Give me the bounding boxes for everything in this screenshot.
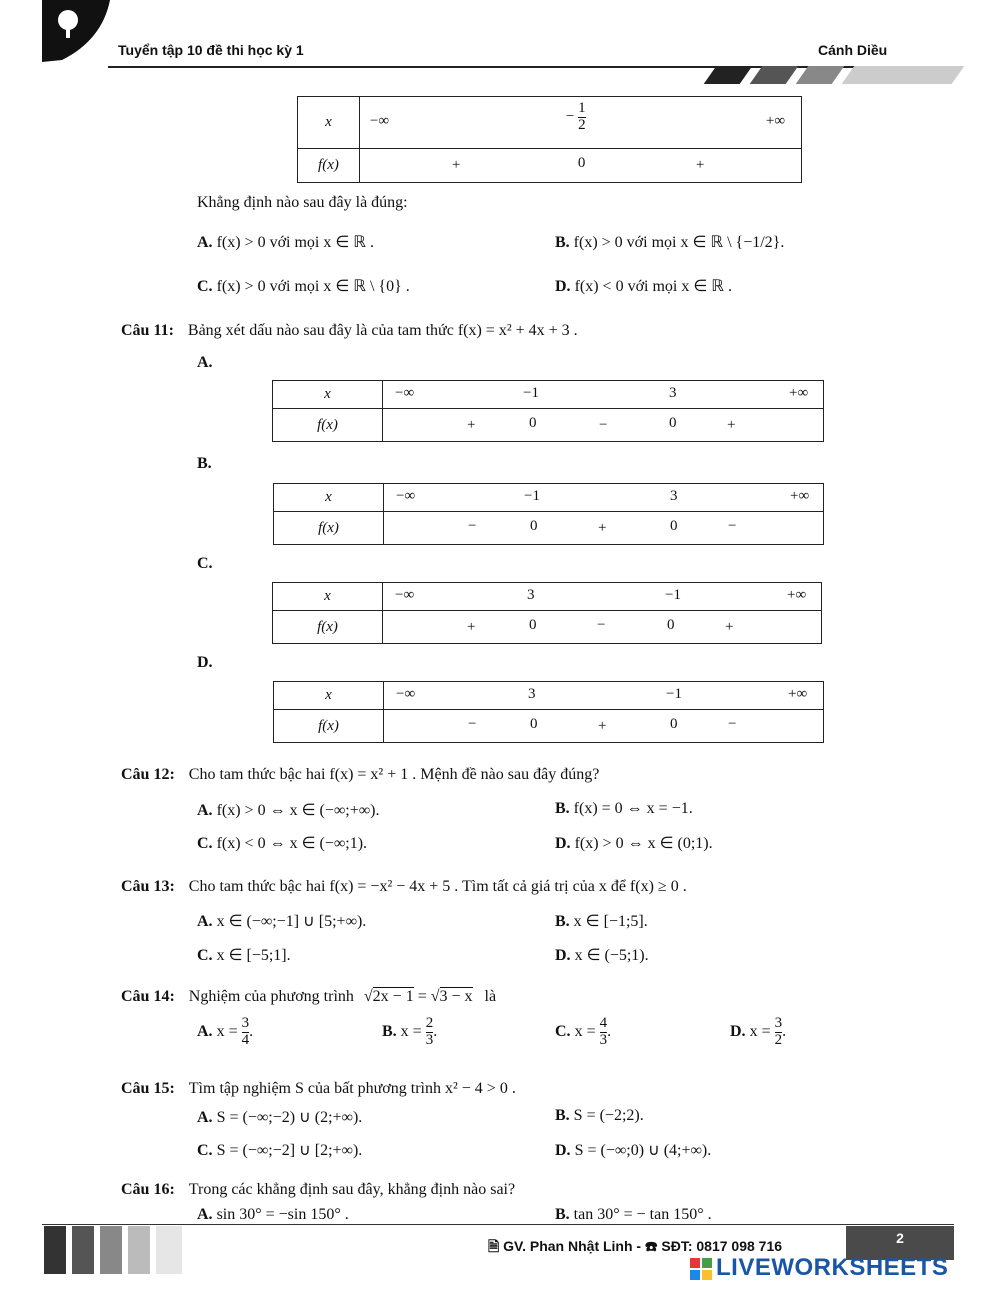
val: +∞ xyxy=(788,686,808,702)
q11-label-c[interactable]: C. xyxy=(197,555,213,572)
f-label: f(x) xyxy=(274,710,384,743)
q13-question: Câu 13: Cho tam thức bậc hai f(x) = −x² − 4x + 5 . Tìm tất cả giá trị của x để f(x) ≥ 0 . xyxy=(121,878,687,895)
header-logo xyxy=(42,0,112,62)
q11-label-b[interactable]: B. xyxy=(197,455,212,472)
q16-option-a[interactable]: A. sin 30° = −sin 150° . xyxy=(197,1206,349,1223)
header-stripe xyxy=(796,66,845,84)
sign: − xyxy=(597,617,606,633)
x-label: x xyxy=(273,583,383,611)
page-number: 2 xyxy=(846,1226,954,1260)
sign: 0 xyxy=(529,617,537,633)
q13-option-c[interactable]: C. x ∈ [−5;1]. xyxy=(197,947,291,964)
val: −∞ xyxy=(395,385,415,401)
q14-question: Câu 14: Nghiệm của phương trình √2x − 1 = √3 − x là xyxy=(121,988,497,1005)
zero: 0 xyxy=(577,155,586,171)
f-label: f(x) xyxy=(273,611,383,644)
q11-table-b[interactable] xyxy=(273,483,824,545)
val: +∞ xyxy=(790,488,810,504)
header-title: Tuyển tập 10 đề thi học kỳ 1 xyxy=(118,42,304,58)
q10-sign-table xyxy=(297,96,802,183)
f-label: f(x) xyxy=(298,149,360,183)
val: −1 xyxy=(524,488,540,504)
liveworksheets-brand[interactable]: LIVEWORKSHEETS xyxy=(716,1254,949,1281)
q11-table-d[interactable] xyxy=(273,681,824,743)
sign: 0 xyxy=(670,518,678,534)
mid-numerator: 1 xyxy=(578,100,586,116)
f-label: f(x) xyxy=(274,512,384,545)
footer-bar xyxy=(100,1226,122,1274)
q12-option-d[interactable]: D. f(x) > 0 ⇔ x ∈ (0;1). xyxy=(555,835,713,852)
q10-prompt: Khẳng định nào sau đây là đúng: xyxy=(197,194,408,211)
q14-option-c[interactable]: C. x = $\frac{4}{3}$ . xyxy=(555,1015,612,1048)
val: −∞ xyxy=(395,587,415,603)
q13-option-a[interactable]: A. x ∈ (−∞;−1] ∪ [5;+∞). xyxy=(197,913,367,930)
footer-rule xyxy=(42,1224,954,1225)
sign: 0 xyxy=(669,415,677,431)
mid-denominator: 2 xyxy=(578,116,586,133)
sign: − xyxy=(468,716,477,732)
q15-option-b[interactable]: B. S = (−2;2). xyxy=(555,1107,644,1124)
q12-option-c[interactable]: C. f(x) < 0 ⇔ x ∈ (−∞;1). xyxy=(197,835,368,852)
q11-table-c[interactable] xyxy=(272,582,822,644)
q10-option-c[interactable]: C. f(x) > 0 với mọi x ∈ ℝ \ {0} . xyxy=(197,278,410,295)
q16-option-b[interactable]: B. tan 30° = − tan 150° . xyxy=(555,1206,712,1223)
val: 3 xyxy=(669,385,677,401)
sign: − xyxy=(599,417,608,433)
sign-1: + xyxy=(451,157,461,173)
neg-infinity: −∞ xyxy=(369,113,390,129)
radicand-1: 2x − 1 xyxy=(372,988,414,1005)
val: −1 xyxy=(665,587,681,603)
footer-contact: 🗎 GV. Phan Nhật Linh - ☎ SĐT: 0817 098 716 xyxy=(488,1238,783,1254)
val: 3 xyxy=(528,686,536,702)
q13-option-b[interactable]: B. x ∈ [−1;5]. xyxy=(555,913,648,930)
val: −1 xyxy=(523,385,539,401)
q11-table-a[interactable] xyxy=(272,380,824,442)
sign: + xyxy=(467,417,476,433)
q11-label-a[interactable]: A. xyxy=(197,354,213,371)
q15-option-a[interactable]: A. S = (−∞;−2) ∪ (2;+∞). xyxy=(197,1109,363,1126)
sign: − xyxy=(468,518,477,534)
liveworksheets-logo-icon xyxy=(690,1258,712,1280)
header-stripe xyxy=(750,66,799,84)
q10-option-a[interactable]: A. f(x) > 0 với mọi x ∈ ℝ . xyxy=(197,234,374,251)
q10-option-b[interactable]: B. f(x) > 0 với mọi x ∈ ℝ \ {−1/2}. xyxy=(555,234,785,251)
q13-option-d[interactable]: D. x ∈ (−5;1). xyxy=(555,947,649,964)
x-label: x xyxy=(273,381,383,409)
q14-option-a[interactable]: A. x = $\frac{3}{4}$ . xyxy=(197,1015,254,1048)
q15-question: Câu 15: Tìm tập nghiệm S của bất phương trình x² − 4 > 0 . xyxy=(121,1080,516,1097)
header-stripe xyxy=(842,66,965,84)
sign: + xyxy=(598,520,607,536)
sign: − xyxy=(728,716,737,732)
val: −1 xyxy=(666,686,682,702)
sign: + xyxy=(725,619,734,635)
sign: 0 xyxy=(529,415,537,431)
val: +∞ xyxy=(787,587,807,603)
x-label: x xyxy=(274,682,384,710)
q15-option-d[interactable]: D. S = (−∞;0) ∪ (4;+∞). xyxy=(555,1142,712,1159)
header-subject: Cánh Diều xyxy=(818,42,888,58)
sign: + xyxy=(727,417,736,433)
q11-label-d[interactable]: D. xyxy=(197,654,213,671)
footer-bar xyxy=(72,1226,94,1274)
q14-option-d[interactable]: D. x = $\frac{3}{2}$ . xyxy=(730,1015,787,1048)
pos-infinity: +∞ xyxy=(765,113,786,129)
sign: − xyxy=(728,518,737,534)
q10-option-d[interactable]: D. f(x) < 0 với mọi x ∈ ℝ . xyxy=(555,278,732,295)
sign: + xyxy=(467,619,476,635)
phone-icon: ☎ xyxy=(644,1238,658,1254)
val: 3 xyxy=(670,488,678,504)
sign: 0 xyxy=(670,716,678,732)
q11-question: Câu 11: Bảng xét dấu nào sau đây là của tam thức f(x) = x² + 4x + 3 . xyxy=(121,322,578,339)
val: 3 xyxy=(527,587,535,603)
f-label: f(x) xyxy=(273,409,383,442)
footer-bar xyxy=(44,1226,66,1274)
sign: 0 xyxy=(530,716,538,732)
q12-option-a[interactable]: A. f(x) > 0 ⇔ x ∈ (−∞;+∞). xyxy=(197,802,380,819)
val: −∞ xyxy=(396,488,416,504)
sign-2: + xyxy=(695,157,705,173)
q16-question: Câu 16: Trong các khẳng định sau đây, khẳng định nào sai? xyxy=(121,1181,516,1198)
q12-question: Câu 12: Cho tam thức bậc hai f(x) = x² + 1 . Mệnh đề nào sau đây đúng? xyxy=(121,766,600,783)
footer-bar xyxy=(156,1226,182,1274)
mid-minus: − xyxy=(565,108,575,125)
radicand-2: 3 − x xyxy=(439,988,473,1005)
q14-option-b[interactable]: B. x = $\frac{2}{3}$ . xyxy=(382,1015,438,1048)
val: +∞ xyxy=(789,385,809,401)
x-label: x xyxy=(274,484,384,512)
header-stripe xyxy=(704,66,753,84)
x-label: x xyxy=(298,97,360,149)
footer-bar xyxy=(128,1226,150,1274)
sign: 0 xyxy=(667,617,675,633)
q15-option-c[interactable]: C. S = (−∞;−2] ∪ [2;+∞). xyxy=(197,1142,363,1159)
sign: + xyxy=(598,718,607,734)
sign: 0 xyxy=(530,518,538,534)
val: −∞ xyxy=(396,686,416,702)
document-icon: 🗎 xyxy=(488,1238,500,1254)
q12-option-b[interactable]: B. f(x) = 0 ⇔ x = −1. xyxy=(555,800,693,817)
